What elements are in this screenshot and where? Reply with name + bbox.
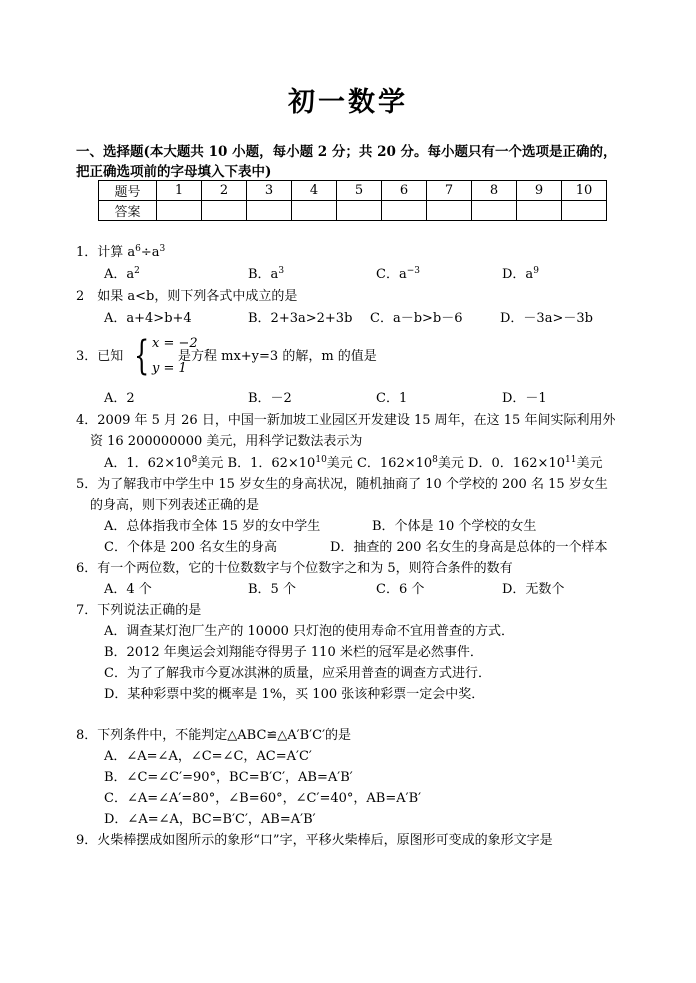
q1-stem: 1．计算 $a^6\div a^3$ [76,244,166,260]
table-cell-number: 9 [517,181,562,201]
answer-cell[interactable] [472,201,517,221]
q3-prefix: 3．已知 [76,349,124,364]
answer-cell[interactable] [382,201,427,221]
q3-option-d: D．－1 [502,391,547,406]
table-cell-number: 3 [247,181,292,201]
q1-option-d: D．$a^9$ [502,266,539,282]
q7-option-b: B．2012 年奥运会刘翔能夺得男子 110 米栏的冠军是必然事件． [104,645,483,660]
answer-cell[interactable] [292,201,337,221]
q8-option-d: D．∠A=∠A，BC=B′C′，AB=A′B′ [104,812,316,827]
answer-cell[interactable] [427,201,472,221]
answer-cell[interactable] [202,201,247,221]
answer-cell[interactable] [562,201,607,221]
q2-option-c: C．a－b>b－6 [370,311,463,326]
q5-stem-line1: 5．为了解我市中学生中 15 岁女生的身高状况，随机抽商了 10 个学校的 200 名 15 岁女生 [76,477,608,492]
answer-cell[interactable] [337,201,382,221]
answer-cell[interactable] [157,201,202,221]
answer-table-number-row [99,181,607,201]
q7-option-d: D．某种彩票中奖的概率是 1%，买 100 张该种彩票一定会中奖． [104,687,485,702]
table-cell-number: 7 [427,181,472,201]
q8-option-c: C．∠A=∠A′=80°，∠B=60°，∠C′=40°，AB=A′B′ [104,791,422,806]
q6-option-a: A．4 个 [104,582,152,597]
table-cell-number: 8 [472,181,517,201]
q4-stem-line2: 资 16 200000000 美元，用科学记数法表示为 [90,434,363,449]
q3-suffix: 是方程 mx+y=3 的解，m 的值是 [178,349,377,364]
answer-cell[interactable] [517,201,562,221]
q1-option-b: B．$a^3$ [248,266,285,282]
q4-option-a: A．1．$62\times 10^8$美元 [104,455,224,471]
section-heading [76,142,636,182]
q3-equation-x: x = −2 [152,336,198,351]
system-brace: { [134,333,150,379]
page-title: 初一数学 [288,87,408,118]
q2-option-d: D．－3a>－3b [500,311,593,326]
q4-option-d: D．0．$162\times 10^{11}$美元 [468,455,603,471]
answer-table-answer-row [99,201,607,221]
section-heading-line2: 把正确选项前的字母填入下表中) [76,164,272,180]
q4-option-c: C．$162\times 10^8$美元 [356,455,464,471]
q5-stem-line2: 的身高，则下列表述正确的是 [90,498,260,513]
section-heading-line1: 一、选择题(本大题共 10 小题，每小题 2 分；共 20 分。每小题只有一个选项是正确的， [76,144,617,160]
q6-option-b: B．5 个 [248,582,296,597]
q8-option-b: B．∠C=∠C′=90°，BC=B′C′，AB=A′B′ [104,770,353,785]
q7-option-c: C．为了了解我市今夏冰淇淋的质量，应采用普查的调查方式进行． [104,666,491,681]
answer-cell[interactable] [247,201,292,221]
q5-option-c: C．个体是 200 名女生的身高 [104,540,278,555]
q7-stem: 7．下列说法正确的是 [76,603,202,618]
q1-option-a: A．$a^2$ [104,266,140,282]
q3-option-b: B．－2 [248,391,292,406]
q6-option-d: D．无数个 [502,582,565,597]
q3-equation-y: y = 1 [152,361,187,376]
q5-option-d: D．抽查的 200 名女生的身高是总体的一个样本 [330,540,608,555]
q6-option-c: C．6 个 [376,582,425,597]
q6-stem: 6．有一个两位数，它的十位数数字与个位数字之和为 5，则符合条件的数有 [76,561,513,576]
q2-option-a: A．a+4>b+4 [104,311,192,326]
table-header-answer: 答案 [99,201,157,221]
q4-stem-line1: 4．2009 年 5 月 26 日，中国一新加坡工业园区开发建设 15 周年，在这 15 年间实际利用外 [76,413,616,428]
q7-option-a: A．调查某灯泡厂生产的 10000 只灯泡的使用寿命不宜用普查的方式． [104,624,515,639]
table-cell-number: 4 [292,181,337,201]
q9-stem: 9．火柴棒摆成如图所示的象形“口”字，平移火柴棒后，原图形可变成的象形文字是 [76,833,553,848]
q5-option-a: A．总体指我市全体 15 岁的女中学生 [104,519,321,534]
table-cell-number: 10 [562,181,607,201]
q5-option-b: B．个体是 10 个学校的女生 [372,519,537,534]
table-cell-number: 6 [382,181,427,201]
table-cell-number: 5 [337,181,382,201]
table-cell-number: 1 [157,181,202,201]
q2-option-b: B．2+3a>2+3b [248,311,353,326]
table-cell-number: 2 [202,181,247,201]
answer-table [98,180,607,221]
q2-stem: 2 如果 a<b，则下列各式中成立的是 [76,289,298,304]
q8-option-a: A．∠A=∠A，∠C=∠C，AC=A′C′ [104,749,312,764]
q3-option-c: C．1 [376,391,408,406]
q1-option-c: C．$a^{-3}$ [376,266,420,282]
q8-stem: 8．下列条件中，不能判定△ABC≌△A′B′C′的是 [76,728,352,743]
q4-option-b: B．1．$62\times 10^{10}$美元 [227,455,353,471]
table-header-question-number: 题号 [99,181,157,201]
q3-option-a: A．2 [104,391,135,406]
q4-options [104,455,602,473]
